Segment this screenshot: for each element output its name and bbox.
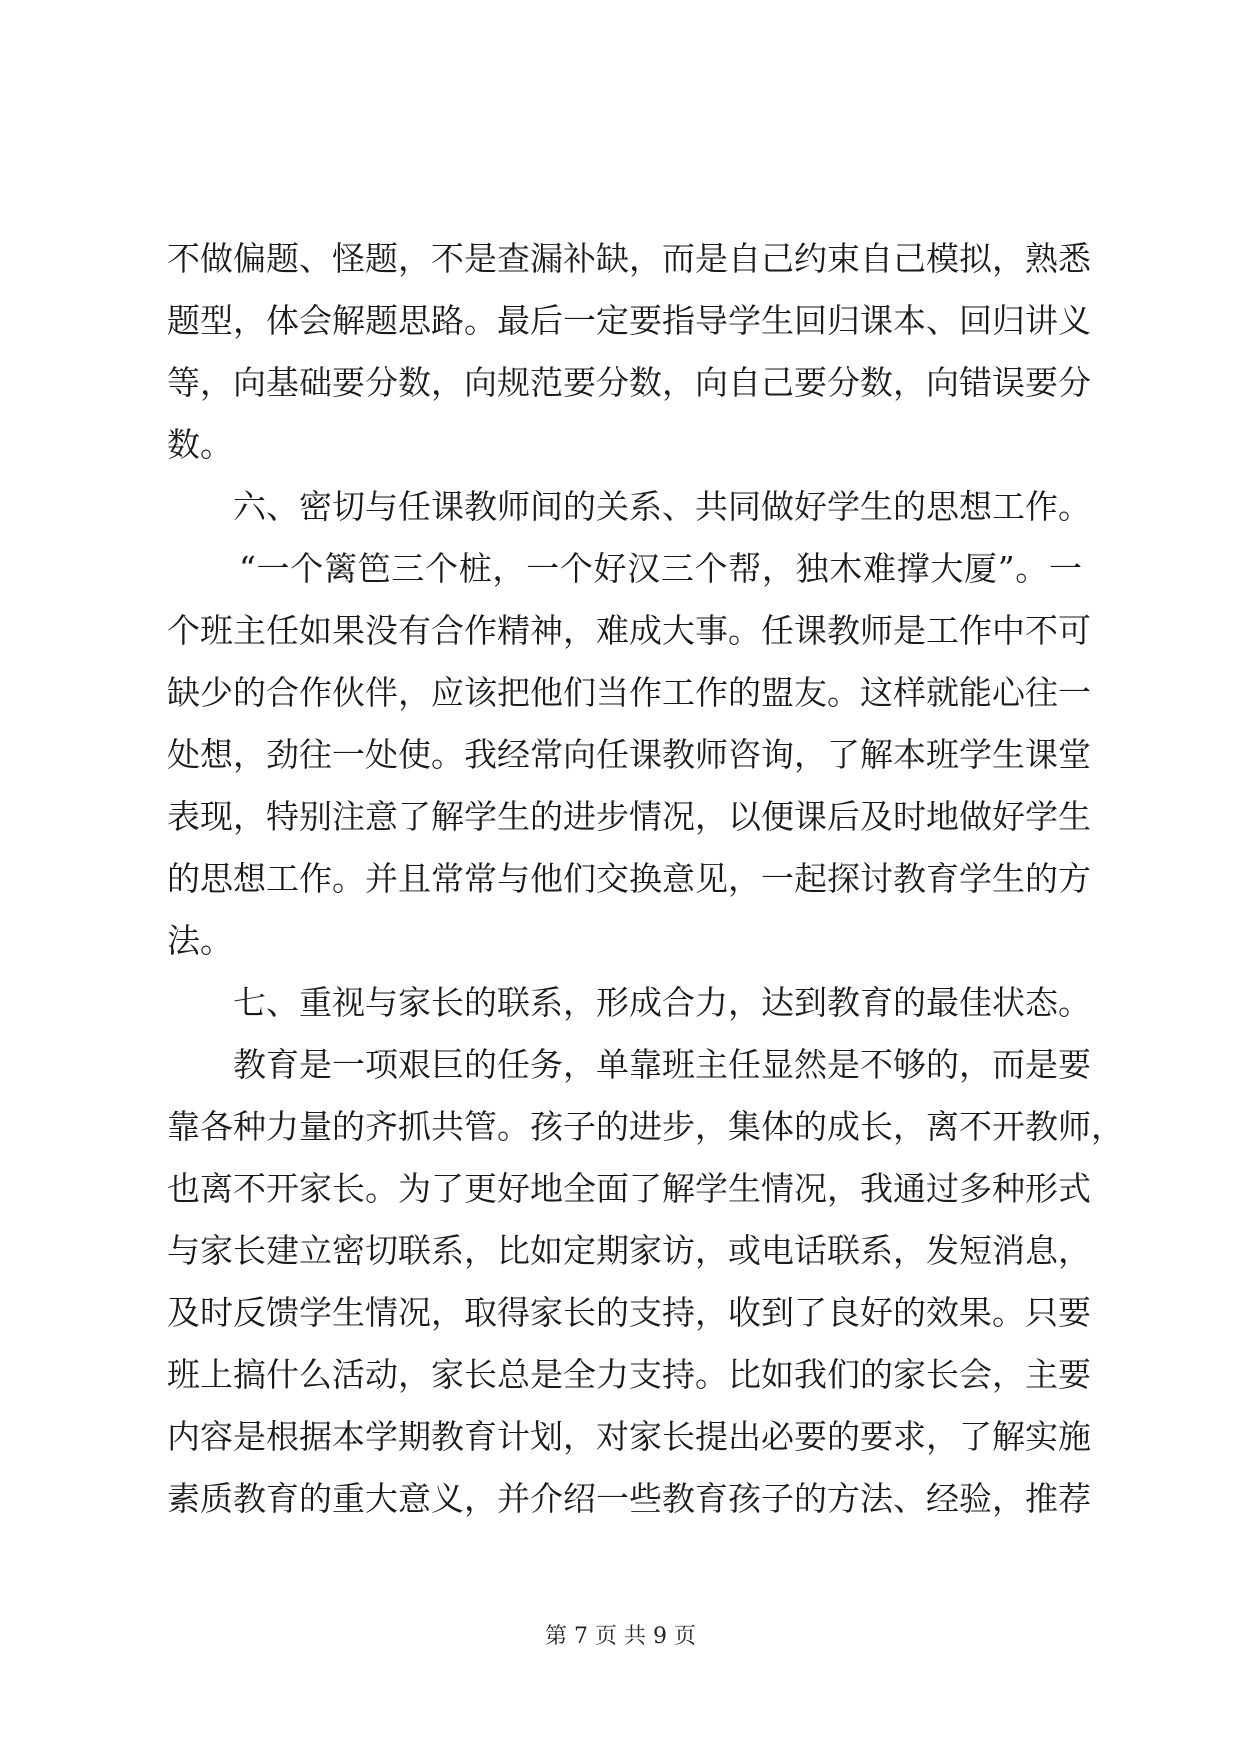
text-line: 内容是根据本学期教育计划，对家长提出必要的要求，了解实施	[167, 1417, 1091, 1456]
text-line: 与家长建立密切联系，比如定期家访，或电话联系，发短消息，	[167, 1231, 1091, 1270]
text-line: 素质教育的重大意义，并介绍一些教育孩子的方法、经验，推荐	[167, 1479, 1091, 1518]
text-line: 靠各种力量的齐抓共管。孩子的进步，集体的成长，离不开教师，	[167, 1107, 1124, 1146]
text-line: 个班主任如果没有合作精神，难成大事。任课教师是工作中不可	[167, 611, 1091, 650]
text-line: 六、密切与任课教师间的关系、共同做好学生的思想工作。	[233, 487, 1091, 526]
text-line: 班上搞什么活动，家长总是全力支持。比如我们的家长会，主要	[167, 1355, 1091, 1394]
text-line: 及时反馈学生情况，取得家长的支持，收到了良好的效果。只要	[167, 1293, 1091, 1332]
text-line: 数。	[167, 425, 233, 464]
page-footer: 第 7 页 共 9 页	[545, 1624, 696, 1649]
text-line: 等，向基础要分数，向规范要分数，向自己要分数，向错误要分	[167, 363, 1091, 402]
text-line: 的思想工作。并且常常与他们交换意见，一起探讨教育学生的方	[167, 859, 1091, 898]
text-line: 表现，特别注意了解学生的进步情况，以便课后及时地做好学生	[167, 797, 1091, 836]
text-line: 法。	[167, 921, 233, 960]
text-line: 也离不开家长。为了更好地全面了解学生情况，我通过多种形式	[167, 1169, 1091, 1208]
document-body	[167, 228, 1124, 1530]
text-line: 处想，劲往一处使。我经常向任课教师咨询，了解本班学生课堂	[167, 735, 1091, 774]
text-line: 不做偏题、怪题，不是查漏补缺，而是自己约束自己模拟，熟悉	[167, 239, 1091, 278]
text-line: 教育是一项艰巨的任务，单靠班主任显然是不够的，而是要	[233, 1045, 1091, 1084]
text-line: 七、重视与家长的联系，形成合力，达到教育的最佳状态。	[233, 983, 1091, 1022]
text-line: “一个篱笆三个桩，一个好汉三个帮，独木难撑大厦”。一	[239, 549, 1082, 588]
text-line: 题型，体会解题思路。最后一定要指导学生回归课本、回归讲义	[167, 301, 1091, 340]
text-line: 缺少的合作伙伴，应该把他们当作工作的盟友。这样就能心往一	[167, 673, 1091, 712]
